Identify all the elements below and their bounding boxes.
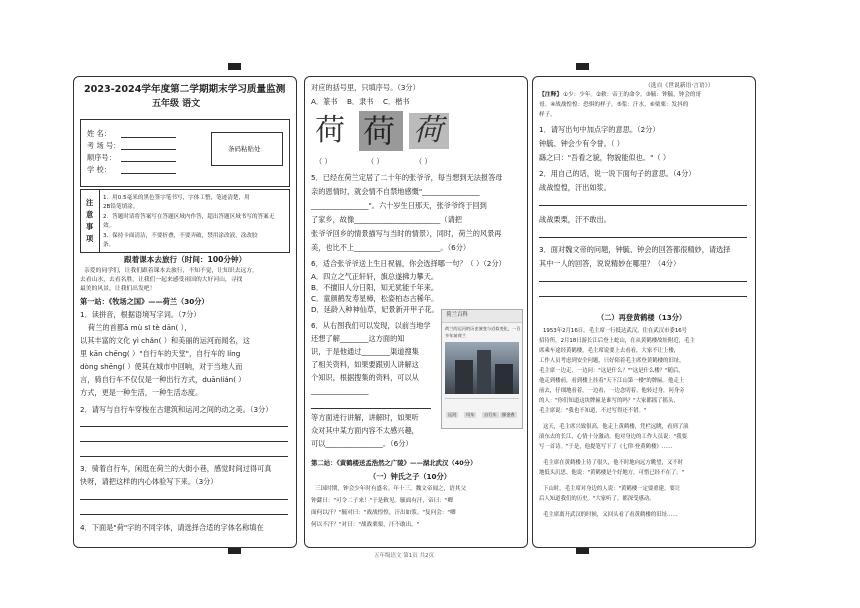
news-tag[interactable]: 郁金香 xyxy=(502,412,515,417)
answer-paren[interactable]: （ ） xyxy=(415,157,432,166)
q3-line: 快呀，请把这样的内心体验写下来。（3分） xyxy=(80,477,218,486)
q7-line: 还想了解________这方面的知 xyxy=(311,334,405,343)
q2-sentence: 战战栗栗，汗不敢出。 xyxy=(539,215,611,224)
news-tag[interactable]: 运河 xyxy=(448,412,457,417)
news-action-bar xyxy=(445,398,519,407)
registration-mark xyxy=(228,547,241,554)
answer-sheet-column-1 xyxy=(73,76,297,548)
news-tag[interactable]: 自行车 xyxy=(484,412,497,417)
notes-label-3: 事 xyxy=(86,222,94,231)
passage-line: 1953年2月16日，毛主席一行抵达武汉，住在武汉市委16号 xyxy=(543,328,688,334)
passage-line: 毛主席一边走，一边问："这是什么？""这是什么楼？"随后， xyxy=(539,368,684,374)
q5-line: 美，也比不上________________________。（6分） xyxy=(311,243,471,252)
answer-line[interactable] xyxy=(80,441,288,442)
answer-line[interactable] xyxy=(80,514,288,515)
notes-title: 【注释】 xyxy=(539,92,563,98)
exam-room-label: 考 场 号： xyxy=(87,141,121,150)
building-silhouette xyxy=(495,364,513,394)
q1-line: 里 kān chēng( ）"自行车的天堂"，自行车的 líng xyxy=(80,349,241,358)
passage-line: 下山时，毛主席对身边的人说："黄鹤楼一定要重建，要让 xyxy=(543,486,681,492)
passage-line: 这天，毛主席兴致很高，他走上黄鹤楼，凭栏远眺，看到了滚 xyxy=(543,424,689,430)
section2-title: 第二站：《黄鹤楼送孟浩然之广陵》——湖北武汉（40分） xyxy=(311,459,477,467)
notes-label-2: 意 xyxy=(86,210,94,219)
barcode-area xyxy=(211,132,283,166)
q5-line: ________________"。六十岁生日那天，张爷爷终于回到 xyxy=(311,201,487,210)
q1-line: 荷兰的首都ā mù sī tè dān( ）， xyxy=(88,323,192,332)
passage-line: 他走到楼前，看到楼上挂着"天下江山第一楼"的牌匾。他走上 xyxy=(539,378,685,384)
building-silhouette xyxy=(455,360,473,394)
passage-line: 招待所。2月18日游长江后登上蛇山，在从黄鹤楼故址附近，毛主 xyxy=(539,338,695,344)
calligraphy-regular-block xyxy=(359,111,403,151)
calligraphy-clerical: 荷 xyxy=(413,113,443,148)
passage-line: 毛主席在黄鹤楼上待了很久，他不时地向远方眺望，又不时 xyxy=(543,460,684,466)
seat-order-field[interactable] xyxy=(121,161,176,162)
notes-divider xyxy=(99,190,100,252)
q3-line: 3．骑着自行车，闲逛在荷兰的大街小巷，感觉时间过得可真 xyxy=(80,464,272,473)
news-subline: 多年前荷兰 xyxy=(445,333,466,338)
passage-line: 后人知道我们的历史。"大家听了，都深受感动。 xyxy=(539,496,655,502)
name-label: 姓 名： xyxy=(87,129,111,138)
exam-title: 2023-2024学年度第二学期期末学习质量监测 xyxy=(84,84,286,95)
q7-line: 众对其中某方面内容不太感兴趣， xyxy=(311,426,419,435)
annotation-line: ①少：少年。②敕：帝王的命令。③毓：钟毓，钟会的哥 xyxy=(563,92,702,98)
answer-line[interactable] xyxy=(539,296,747,297)
q5-line: 亲的恩情时，就会情不自禁地感慨"________________ xyxy=(311,187,480,196)
intro-line: 最美的风景，让我们出发吧！ xyxy=(80,286,156,292)
font-option-c: C．楷书 xyxy=(383,97,410,106)
notes-item: 效。 xyxy=(103,223,115,229)
notes-item: 3．保持卡面清洁，不要折叠，不要弄破，禁用涂改液，涂改胶 xyxy=(103,233,258,239)
sub1-title: （一）钟氏之子（10分） xyxy=(369,472,451,481)
q3-line: 3．面对魏文帝的问题，钟毓、钟会的回答都很精妙，请选择 xyxy=(539,245,731,254)
font-option-b: B．隶书 xyxy=(347,97,374,106)
q7-line: 个知识，根据搜集的资料，可以从 xyxy=(311,373,419,382)
passage-line: 三国时期，钟会少年时有盛名。年十三，魏文帝闻之，语其父 xyxy=(315,486,467,492)
q6-option: D．延龄入种神仙草，妃景新开甲子花。 xyxy=(311,305,439,314)
passage-line: 何以不汗？"对曰："战战栗栗，汗不敢出。" xyxy=(311,522,420,528)
q7-line: 等方面进行讲解，讲解时，如果听 xyxy=(311,413,419,422)
notes-box xyxy=(80,189,290,253)
q1-line: 钟毓、钟会少有令誉。（ ） xyxy=(539,139,624,148)
exam-room-field[interactable] xyxy=(121,149,176,150)
notes-label-4: 项 xyxy=(86,234,94,243)
answer-line[interactable] xyxy=(311,408,431,409)
news-tag[interactable]: 风车 xyxy=(466,412,475,417)
notes-item: 2B铅笔填涂。 xyxy=(103,204,139,210)
q7-line: 识，于是他通过________渠道搜集 xyxy=(311,347,419,356)
q6-option: B．不擅旧人分日阳，知无犹能千年来。 xyxy=(311,283,439,292)
q5-line: 了家乡，故像________________________（请把 xyxy=(311,215,462,224)
intro-line: 亲爱的同学们，让我们跟着课本去旅行，不知不觉，让知识去远方， xyxy=(84,268,258,274)
news-header-bar xyxy=(442,310,522,323)
notes-item: 条。 xyxy=(103,242,115,248)
seat-order-label: 顺序号： xyxy=(87,153,116,162)
q5-line: 5．已经在荷兰定居了二十年的张爷爷，每当想到无法报答母 xyxy=(311,173,503,182)
q7-line: 6．从右图我们可以发现，以前当地学 xyxy=(311,321,431,330)
passage-line: 面何以汗？"毓对曰："战战惶惶，汗出如浆。"复问会："卿 xyxy=(311,510,456,516)
answer-sheet-column-2 xyxy=(304,76,528,548)
q6-option: A．四立之气正轩轩，旗总遂拂力攀天。 xyxy=(311,272,439,281)
section1-title: 第一站：《牧场之国》——荷兰（30分） xyxy=(80,297,209,306)
q2-title: 2．用自己的话，说一说下面句子的意思。（4分） xyxy=(539,169,696,178)
calligraphy-regular: 荷 xyxy=(363,112,396,150)
answer-paren[interactable]: （ ） xyxy=(367,157,384,166)
passage-line: 滚东去的长江，心情十分激动。他对身边的工作人员说："我要 xyxy=(539,434,688,440)
q1-line: 言，骑自行车不仅仅是一种出行方式，duānlíán( ） xyxy=(80,375,246,384)
registration-mark xyxy=(576,63,589,70)
building-silhouette xyxy=(477,350,491,394)
q1-line: 方式，更是一种生活，一种生活态度。 xyxy=(80,388,203,397)
news-headline: 荷兰的运河的历史演变与近似变化，一百 xyxy=(445,326,521,331)
barcode-label: 条码粘贴处 xyxy=(228,145,261,153)
q1-title: 1．读拼音，根据语境写字词。（7分） xyxy=(80,310,201,319)
answer-line[interactable] xyxy=(80,426,288,427)
q5-line: 张爷爷回乡的情景描写与当时的情景），同时，荷兰的风景再 xyxy=(311,229,502,238)
answer-line[interactable] xyxy=(539,281,747,282)
news-header: 荷兰百科 xyxy=(446,312,469,318)
q1-line: 以其丰富的文化 yì chǎn( ）和美丽的运河而闻名，这 xyxy=(80,336,250,345)
passage-line: 地低头沉思。他说："黄鹤楼是个好地方，可惜已经不在了。" xyxy=(539,470,685,476)
school-label: 学 校： xyxy=(87,165,111,174)
q3-line: 其中一人的回答，说说精妙在哪里？（4分） xyxy=(539,259,681,268)
intro-title: 跟着课本去旅行（时间：100分钟） xyxy=(124,255,247,264)
q2-sentence: 战战惶惶，汗出如浆。 xyxy=(539,183,611,192)
passage-line: 工作人员考虑到安全问题，只好陪着毛主席登黄鹤楼的旧址， xyxy=(539,358,685,364)
notes-item: 1．用0.5毫米的黑色签字笔书写，字体工整，笔迹清楚，用 xyxy=(103,195,250,201)
q1-line: 繇之曰："吾看之貌，物貌能似也。"（ ） xyxy=(539,153,671,162)
q7-line: ________________ xyxy=(311,386,369,395)
passage-line: 的人："你们知道这块牌匾是谁写的吗？"大家都摇了摇头， xyxy=(539,398,679,404)
answer-paren[interactable]: （ ） xyxy=(315,157,332,166)
answer-line[interactable] xyxy=(539,205,747,206)
q7-line: 了相关资料，如果要跟别人讲解这 xyxy=(311,360,419,369)
annotation-line: 哥。④战战惶惶：恐惧的样子。⑤浆：汗水。⑥栗栗：发抖的 xyxy=(539,102,689,108)
passage-line: 写一首诗。"于是，他提笔写下了《七律·登黄鹤楼》…… xyxy=(539,444,673,450)
calligraphy-clerical-block xyxy=(409,113,449,149)
passage-line: 毛主席说："我也不知道，不过写得还不错。" xyxy=(539,408,647,414)
notes-label-1: 注 xyxy=(86,198,94,207)
font-option-a: A．篆书 xyxy=(311,97,338,106)
registration-mark xyxy=(576,547,589,554)
annotation-line: 样子。 xyxy=(539,112,556,118)
q1-title: 1．请写出句中加点字的意思。（2分） xyxy=(539,125,660,134)
page-footer: 五年级语文 第1页 共2页 xyxy=(374,553,434,559)
answer-sheet-column-3 xyxy=(532,76,756,548)
q6-title: 6．适合张爷爷送上生日祝福，你会选择哪一句？（ ）（2分） xyxy=(311,259,506,268)
answer-line[interactable] xyxy=(80,499,288,500)
answer-line[interactable] xyxy=(80,456,288,457)
registration-mark xyxy=(228,63,241,70)
source-note: （选自《世说新语·言语》） xyxy=(645,83,714,89)
school-field[interactable] xyxy=(121,173,176,174)
passage-line: 前去，仔细地看着，一边看，一边念叨着。他转过身，问身旁 xyxy=(539,388,685,394)
passage-line: 钟繇曰："可令二子来！"于是敕见。毓面有汗，帝曰："卿 xyxy=(311,498,453,504)
intro-line: 去看山水，去看名胜，让我们一起来感受祖国的大好河山，寻找 xyxy=(80,277,243,283)
passage-line: 席乘车途经黄鹤楼，毛主席说要上去看看，大家不让上楼， xyxy=(539,348,680,354)
answer-line[interactable] xyxy=(539,237,747,238)
passage-line: 毛主席离开武汉的时候，又回头看了看黄鹤楼的旧址…… xyxy=(543,512,678,518)
q7-line: 可以________________。（6分） xyxy=(311,439,413,448)
calligraphy-seal: 荷 xyxy=(315,113,345,148)
news-photo xyxy=(445,342,519,394)
q4-continued: 对应的括号里，只填序号。（3分） xyxy=(311,83,420,92)
name-field[interactable] xyxy=(121,137,176,138)
news-screenshot-card xyxy=(441,309,523,429)
notes-item: 2．答题时请将答案写在答题区域内作答，超出答题区域书写的答案无 xyxy=(103,214,275,220)
exam-subtitle: 五年级 语文 xyxy=(152,99,201,109)
q6-option: C．童颜鹤发寿星樟，松姿柏态古稀年。 xyxy=(311,294,439,303)
sub2-title: （二）再登黄鹤楼（13分） xyxy=(597,313,687,322)
q1-line: dòng shēng( ）使其在城市中回响，对于当地人而 xyxy=(80,362,243,371)
q2-title: 2．请写与自行车穿梭在古建筑和运河之间的动之美。（3分） xyxy=(80,405,273,414)
q4-title: 4．下面是"荷"字的不同字体，请选择合适的字体名称填在 xyxy=(80,523,264,532)
student-info-box xyxy=(80,119,290,187)
